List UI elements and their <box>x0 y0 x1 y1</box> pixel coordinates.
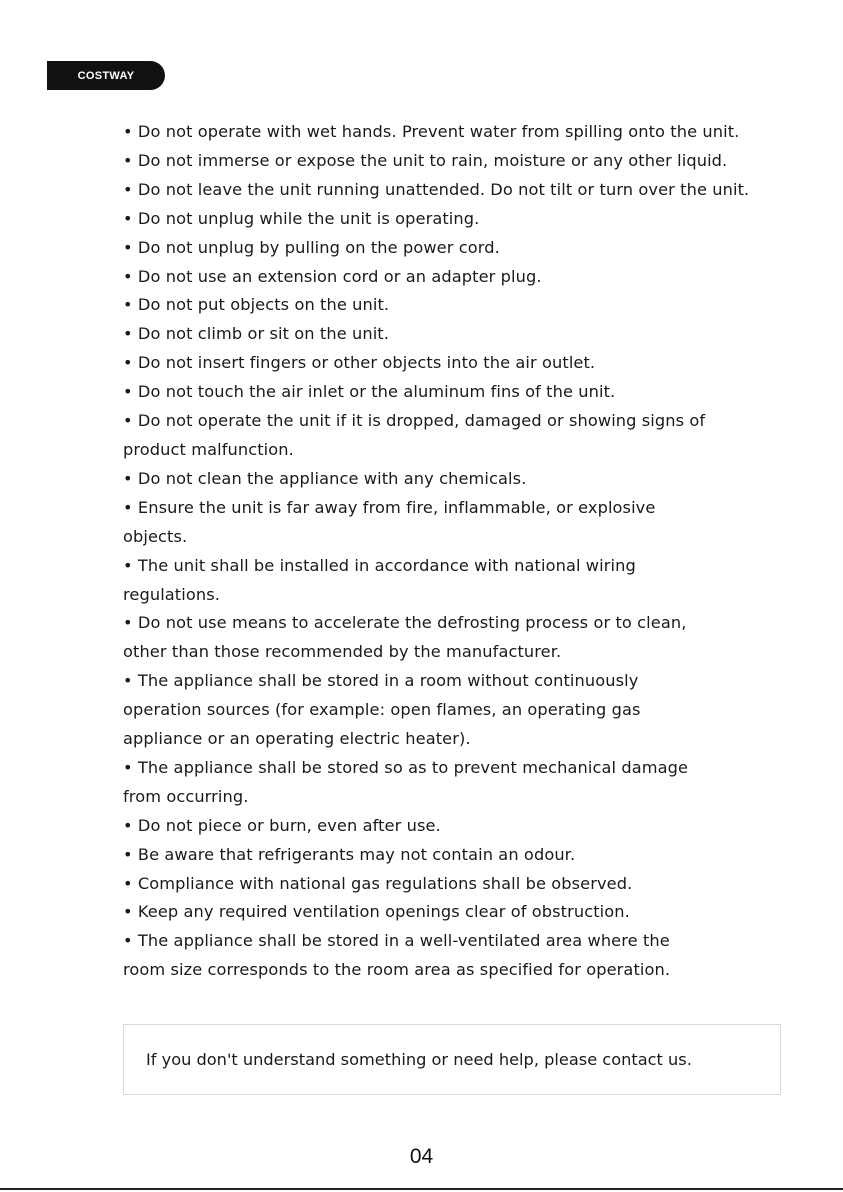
instruction-line: • Do not use means to accelerate the defrosting process or to clean, <box>123 613 687 633</box>
instruction-line: regulations. <box>123 584 220 604</box>
instruction-line: • The appliance shall be stored so as to prevent mechanical damage <box>123 757 689 777</box>
instruction-line: • Do not climb or sit on the unit. <box>123 324 390 344</box>
instruction-line: • Do not touch the air inlet or the aluminum fins of the unit. <box>123 382 616 402</box>
brand-name: COSTWAY <box>77 69 135 82</box>
instruction-line: • Do not clean the appliance with any chemicals. <box>123 468 527 488</box>
instruction-line: • The appliance shall be stored in a room without continuously <box>123 671 639 691</box>
instruction-line: • Ensure the unit is far away from fire, inflammable, or explosive <box>123 497 656 517</box>
instruction-line: from occurring. <box>123 786 249 806</box>
instruction-line: • Do not immerse or expose the unit to rain, moisture or any other liquid. <box>123 150 728 170</box>
help-notice-box <box>123 1024 781 1095</box>
instruction-line: • Do not put objects on the unit. <box>123 295 390 315</box>
brand-logo <box>47 61 165 90</box>
instruction-line: operation sources (for example: open flames, an operating gas <box>123 700 641 720</box>
instruction-line: • Do not unplug while the unit is operating. <box>123 208 480 228</box>
instruction-line: • Do not operate with wet hands. Prevent water from spilling onto the unit. <box>123 122 740 141</box>
instruction-line: • Compliance with national gas regulations shall be observed. <box>123 873 633 893</box>
instruction-line: • Do not leave the unit running unattended. Do not tilt or turn over the unit. <box>123 179 750 199</box>
instruction-line: • Do not unplug by pulling on the power cord. <box>123 237 500 257</box>
instruction-line: • Do not piece or burn, even after use. <box>123 815 441 835</box>
help-notice-text: If you don't understand something or need help, please contact us. <box>146 1050 692 1069</box>
instruction-line: • Be aware that refrigerants may not contain an odour. <box>123 844 576 864</box>
instruction-line: • Do not insert fingers or other objects into the air outlet. <box>123 353 596 373</box>
instruction-line: • The appliance shall be stored in a well-ventilated area where the <box>123 931 670 951</box>
instruction-line: • Keep any required ventilation openings clear of obstruction. <box>123 902 630 922</box>
safety-instructions-list <box>123 118 785 985</box>
instruction-line: room size corresponds to the room area as specified for operation. <box>123 960 671 980</box>
instruction-line: appliance or an operating electric heater). <box>123 729 471 749</box>
page-number: 04 <box>409 1145 434 1168</box>
bottom-divider <box>0 1188 843 1190</box>
instruction-line: objects. <box>123 526 188 546</box>
instruction-line: product malfunction. <box>123 439 294 459</box>
instruction-line: • Do not use an extension cord or an adapter plug. <box>123 266 542 286</box>
instruction-line: • Do not operate the unit if it is dropped, damaged or showing signs of <box>123 411 706 431</box>
instruction-line: • The unit shall be installed in accordance with national wiring <box>123 555 636 575</box>
instruction-line: other than those recommended by the manufacturer. <box>123 642 562 662</box>
